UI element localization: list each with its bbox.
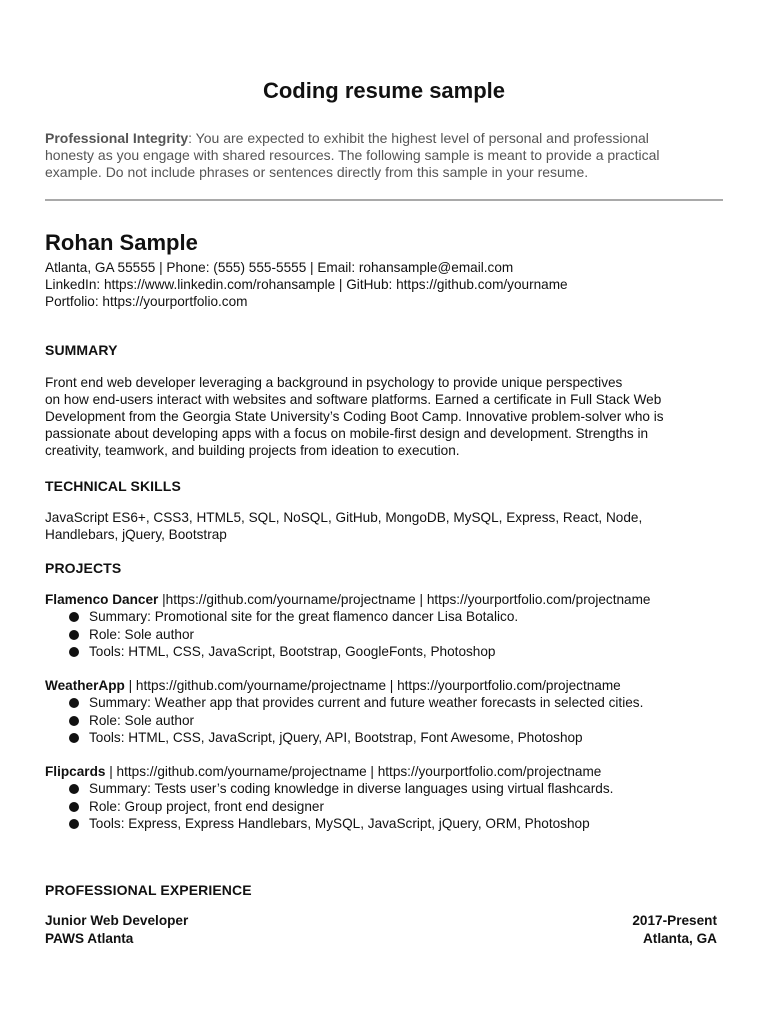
- list-item: Tools: HTML, CSS, JavaScript, Bootstrap, GoogleFonts, Photoshop: [45, 643, 735, 660]
- summary-heading: SUMMARY: [45, 342, 118, 358]
- project-entry: [45, 763, 735, 833]
- bullet-icon: [69, 647, 79, 657]
- project-name: WeatherApp: [45, 678, 125, 693]
- integrity-line-2: honesty as you engage with shared resources. The following sample is meant to provide a practical: [45, 147, 660, 163]
- skills-line: JavaScript ES6+, CSS3, HTML5, SQL, NoSQL, GitHub, MongoDB, MySQL, Express, React, Node,: [45, 510, 643, 525]
- project-links: |https://github.com/yourname/projectname | https://yourportfolio.com/projectname: [158, 592, 651, 607]
- project-name: Flamenco Dancer: [45, 592, 159, 607]
- contact-line-2: LinkedIn: https://www.linkedin.com/rohansample | GitHub: https://github.com/yourname: [45, 277, 568, 292]
- integrity-label: Professional Integrity: [45, 130, 189, 146]
- divider: [45, 199, 723, 201]
- project-name: Flipcards: [45, 764, 106, 779]
- experience-heading: PROFESSIONAL EXPERIENCE: [45, 882, 252, 898]
- bullet-icon: [69, 819, 79, 829]
- skills-line: Handlebars, jQuery, Bootstrap: [45, 527, 227, 542]
- projects-heading: PROJECTS: [45, 560, 122, 576]
- bullet-icon: [69, 612, 79, 622]
- contact-info: [45, 259, 568, 310]
- list-item: Summary: Weather app that provides current and future weather forecasts in selected cities.: [45, 694, 735, 711]
- bullet-icon: [69, 630, 79, 640]
- bullet-icon: [69, 784, 79, 794]
- integrity-notice: [45, 130, 725, 181]
- list-item: Role: Group project, front end designer: [45, 798, 735, 815]
- document-title: Coding resume sample: [262, 78, 506, 103]
- summary-line: on how end-users interact with websites and software platforms. Earned a certificate in Full Stack Web: [45, 392, 662, 407]
- bullet-icon: [69, 698, 79, 708]
- project-links: | https://github.com/yourname/projectname | https://yourportfolio.com/projectname: [105, 764, 602, 779]
- contact-line-1: Atlanta, GA 55555 | Phone: (555) 555-5555 | Email: rohansample@email.com: [45, 260, 514, 275]
- list-item: Tools: Express, Express Handlebars, MySQL, JavaScript, jQuery, ORM, Photoshop: [45, 815, 735, 832]
- list-item: Summary: Promotional site for the great flamenco dancer Lisa Botalico.: [45, 608, 735, 625]
- list-item: Tools: HTML, CSS, JavaScript, jQuery, API, Bootstrap, Font Awesome, Photoshop: [45, 729, 735, 746]
- skills-heading: TECHNICAL SKILLS: [45, 478, 181, 494]
- list-item: Role: Sole author: [45, 626, 735, 643]
- job-location: Atlanta, GA: [642, 931, 717, 946]
- integrity-line-1: : You are expected to exhibit the highest level of personal and professional: [188, 130, 649, 146]
- job-dates: 2017-Present: [632, 913, 717, 928]
- summary-line: creativity, teamwork, and building projects from ideation to execution.: [45, 443, 460, 458]
- bullet-icon: [69, 802, 79, 812]
- summary-line: Front end web developer leveraging a background in psychology to provide unique perspectives: [45, 375, 623, 390]
- integrity-line-3: example. Do not include phrases or sentences directly from this sample in your resume.: [45, 164, 589, 180]
- list-item: Summary: Tests user’s coding knowledge in diverse languages using virtual flashcards.: [45, 780, 735, 797]
- job-title-row: [45, 912, 717, 930]
- candidate-name: Rohan Sample: [45, 230, 198, 255]
- list-item: Role: Sole author: [45, 712, 735, 729]
- skills-text: [45, 509, 735, 543]
- summary-line: Development from the Georgia State University’s Coding Boot Camp. Innovative problem-solver who is: [45, 409, 664, 424]
- summary-text: [45, 374, 735, 459]
- job-title: Junior Web Developer: [45, 913, 189, 928]
- contact-line-3: Portfolio: https://yourportfolio.com: [45, 294, 248, 309]
- bullet-icon: [69, 716, 79, 726]
- summary-line: passionate about developing apps with a focus on mobile-first design and development. Strengths in: [45, 426, 649, 441]
- job-company-row: [45, 930, 717, 948]
- project-links: | https://github.com/yourname/projectname | https://yourportfolio.com/projectname: [124, 678, 621, 693]
- project-entry: [45, 677, 735, 747]
- bullet-icon: [69, 733, 79, 743]
- project-entry: [45, 591, 735, 661]
- job-company: PAWS Atlanta: [45, 931, 134, 946]
